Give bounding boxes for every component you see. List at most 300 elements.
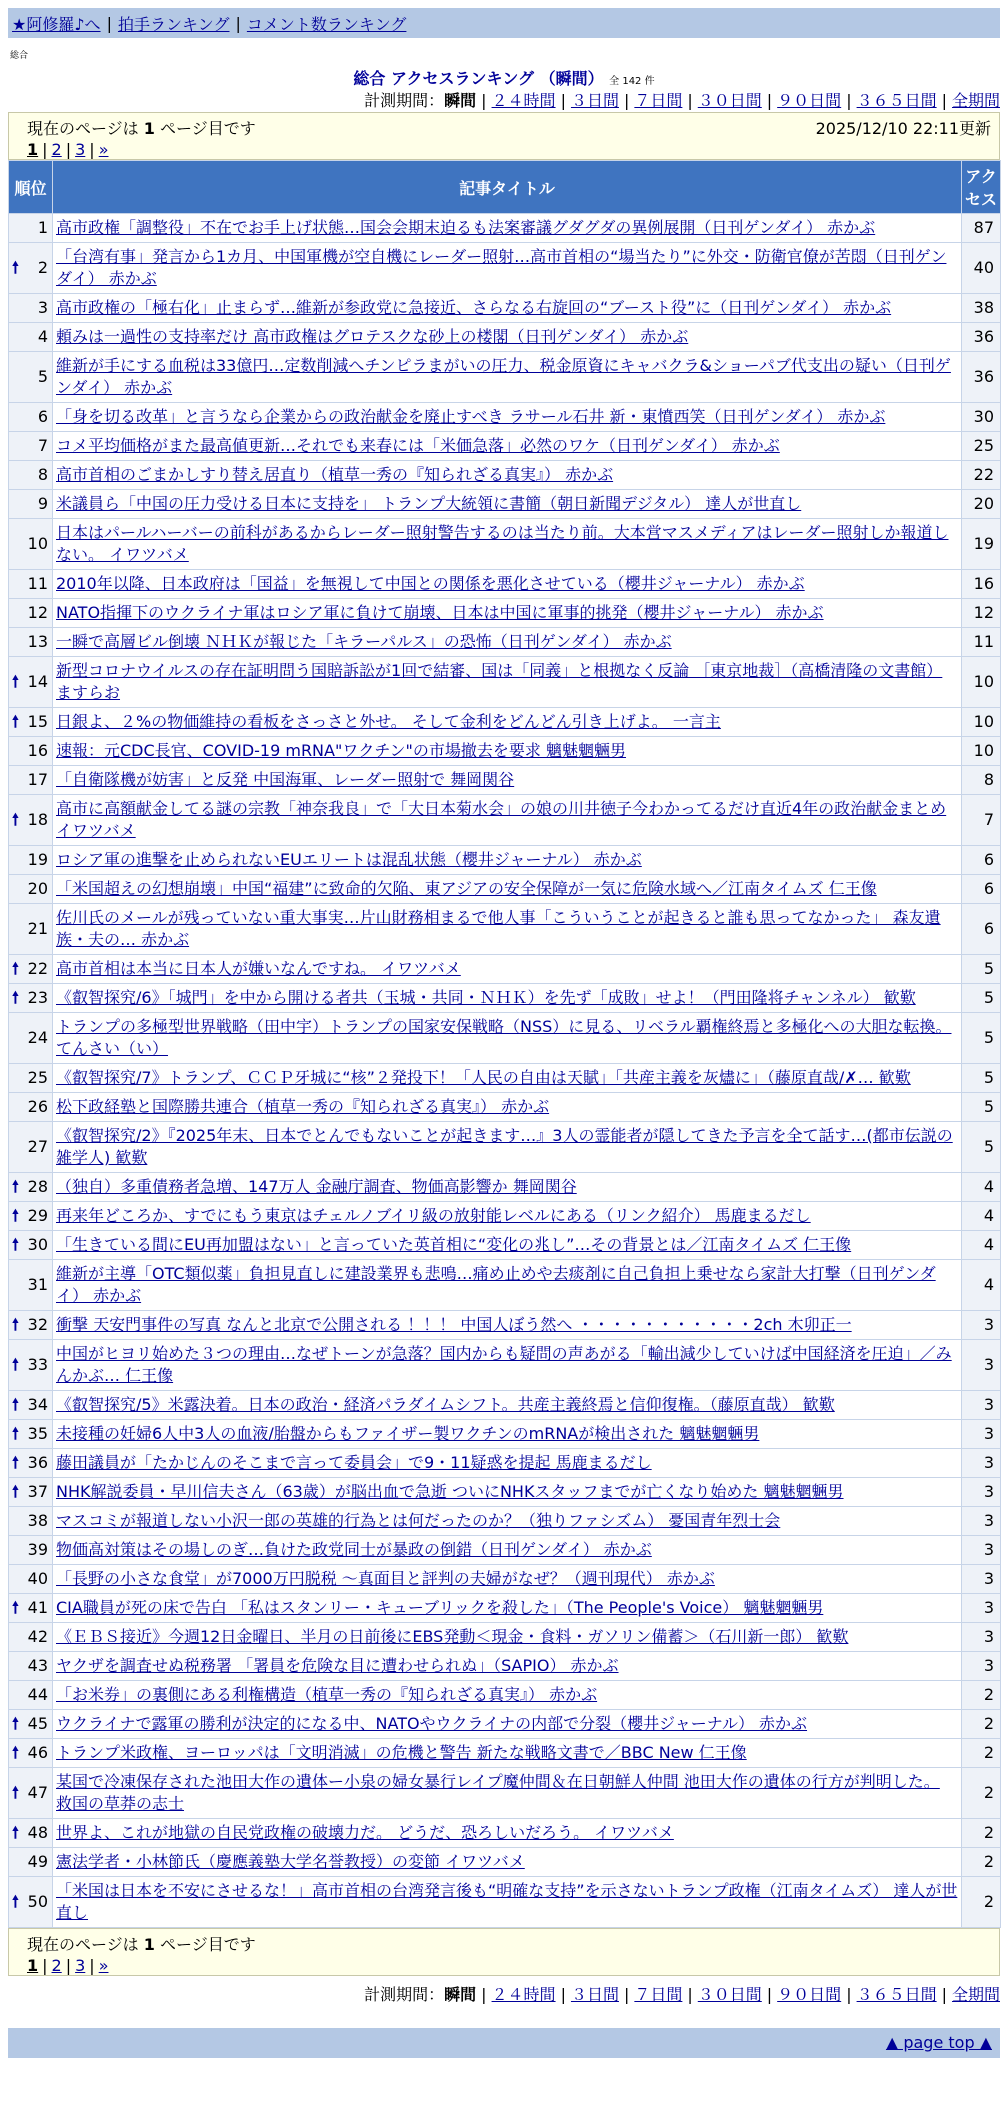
- rank-number: 44: [27, 1685, 48, 1704]
- table-row: [9, 1623, 1001, 1652]
- page-top-link[interactable]: ▲ page top ▲: [885, 2033, 992, 2052]
- article-title-link[interactable]: 佐川氏のメールが残っていない重大事実…片山財務相まるで他人事「こういうことが起きると誰も思ってなかった」 森友遺族・夫の… 赤かぶ: [56, 908, 941, 949]
- rank-cell: [9, 599, 53, 628]
- access-count: 10: [962, 708, 1001, 737]
- rank-up-arrow-icon: 🠕: [12, 988, 19, 1007]
- rank-number: 45: [27, 1714, 48, 1733]
- title-cell: [53, 599, 962, 628]
- pager-separator: |: [89, 1955, 95, 1975]
- table-row: [9, 1231, 1001, 1260]
- pager-current-page: 1: [27, 1955, 39, 1975]
- title-cell: [53, 1848, 962, 1877]
- article-title-link[interactable]: 一瞬で高層ビル倒壊 ＮＨＫが報じた「キラーパルス」の恐怖（日刊ゲンダイ） 赤かぶ: [56, 632, 672, 651]
- title-cell: [53, 1478, 962, 1507]
- access-count: 2: [962, 1877, 1001, 1928]
- access-count: 3: [962, 1594, 1001, 1623]
- period-separator: |: [766, 91, 773, 110]
- rank-cell: [9, 1594, 53, 1623]
- title-cell: [53, 1594, 962, 1623]
- article-title-link[interactable]: 未接種の妊婦6人中3人の血液/胎盤からもファイザー製ワクチンのmRNAが検出された 魑魅魍魎男: [56, 1424, 760, 1443]
- table-row: [9, 432, 1001, 461]
- rank-up-arrow-icon: 🠕: [12, 1714, 19, 1733]
- rank-number: 15: [27, 712, 48, 731]
- period-option-link[interactable]: ３０日間: [697, 91, 762, 110]
- rank-cell: [9, 1202, 53, 1231]
- rank-cell: [9, 1848, 53, 1877]
- period-separator: |: [766, 1985, 773, 2004]
- title-cell: [53, 323, 962, 352]
- table-row: [9, 1681, 1001, 1710]
- period-option-link[interactable]: ３６５日間: [856, 1985, 937, 2004]
- title-cell: [53, 657, 962, 708]
- table-row: [9, 1420, 1001, 1449]
- period-separator: |: [846, 91, 852, 110]
- rank-cell: [9, 984, 53, 1013]
- pager-next-link[interactable]: »: [98, 1955, 109, 1975]
- title-cell: [53, 1391, 962, 1420]
- title-cell: [53, 1064, 962, 1093]
- period-current: 瞬間: [444, 1985, 477, 2004]
- title-cell: [53, 1565, 962, 1594]
- article-title-link[interactable]: 高市政権「調整役」不在でお手上げ状態…国会会期末迫るも法案審議グダグダの異例展開（日刊ゲンダイ） 赤かぶ: [56, 218, 876, 237]
- article-title-link[interactable]: 米議員ら「中国の圧力受ける日本に支持を」 トランプ大統領に書簡（朝日新聞デジタル） 達人が世直し: [56, 494, 802, 513]
- article-title-link[interactable]: CIA職員が死の床で告白 「私はスタンリー・キューブリックを殺した」（The People's Voice） 魑魅魍魎男: [56, 1598, 824, 1617]
- table-row: [9, 1594, 1001, 1623]
- rank-number: 47: [27, 1783, 48, 1802]
- access-count: 3: [962, 1623, 1001, 1652]
- rank-number: 12: [27, 603, 48, 622]
- rank-number: 32: [27, 1315, 48, 1334]
- article-title-link[interactable]: トランプの多極型世界戦略（田中宇）トランプの国家安保戦略（NSS）に見る、リベラル覇権終焉と多極化への大胆な転換。 てんさい（い）: [56, 1017, 952, 1058]
- article-title-link[interactable]: トランプ米政権、ヨーロッパは「文明消滅」の危機と警告 新たな戦略文書で／BBC New 仁王像: [56, 1743, 747, 1762]
- article-title-link[interactable]: 高市首相のごまかしすり替え居直り（植草一秀の『知られざる真実』） 赤かぶ: [56, 465, 614, 484]
- rank-up-arrow-icon: 🠕: [12, 1482, 19, 1501]
- rank-cell: [9, 766, 53, 795]
- table-row: [9, 1202, 1001, 1231]
- period-separator: |: [623, 1985, 630, 2004]
- title-cell: [53, 403, 962, 432]
- article-title-link[interactable]: 松下政経塾と国際勝共連合（植草一秀の『知られざる真実』） 赤かぶ: [56, 1097, 550, 1116]
- access-count: 36: [962, 352, 1001, 403]
- access-count: 4: [962, 1173, 1001, 1202]
- rank-number: 43: [27, 1656, 48, 1675]
- title-cell: [53, 1877, 962, 1928]
- rank-cell: [9, 403, 53, 432]
- title-cell: [53, 1013, 962, 1064]
- rank-up-arrow-icon: 🠕: [12, 1395, 19, 1414]
- rank-number: 17: [27, 770, 48, 789]
- access-count: 87: [962, 214, 1001, 243]
- title-cell: [53, 461, 962, 490]
- title-cell: [53, 1710, 962, 1739]
- rank-cell: [9, 1623, 53, 1652]
- rank-number: 21: [27, 919, 48, 938]
- table-row: [9, 323, 1001, 352]
- period-option-link[interactable]: ７日間: [634, 1985, 683, 2004]
- pager: [27, 1954, 991, 1976]
- rank-cell: [9, 519, 53, 570]
- rank-number: 3: [37, 298, 48, 317]
- period-option-link[interactable]: ２４時間: [491, 91, 556, 110]
- title-cell: [53, 1093, 962, 1122]
- access-count: 4: [962, 1231, 1001, 1260]
- table-row: [9, 984, 1001, 1013]
- table-row: [9, 352, 1001, 403]
- title-cell: [53, 1202, 962, 1231]
- period-option-link[interactable]: ９０日間: [777, 91, 842, 110]
- table-row: [9, 1122, 1001, 1173]
- article-title-link[interactable]: 物価高対策はその場しのぎ…負けた政党同士が暴政の倒錯（日刊ゲンダイ） 赤かぶ: [56, 1540, 652, 1559]
- article-title-link[interactable]: 高市政権の「極右化」止まらず…維新が参政党に急接近、さらなる右旋回の“ブースト役”に（日刊ゲンダイ） 赤かぶ: [56, 298, 892, 317]
- table-row: [9, 846, 1001, 875]
- access-count: 3: [962, 1478, 1001, 1507]
- period-separator: |: [941, 91, 947, 110]
- rank-cell: [9, 1013, 53, 1064]
- rank-number: 50: [27, 1892, 48, 1911]
- pager-next-link[interactable]: »: [98, 139, 109, 159]
- rank-number: 18: [27, 810, 48, 829]
- rank-number: 29: [27, 1206, 48, 1225]
- rank-cell: [9, 214, 53, 243]
- title-cell: [53, 737, 962, 766]
- pager: [27, 138, 991, 160]
- table-row: [9, 1710, 1001, 1739]
- title-cell: [53, 766, 962, 795]
- rank-cell: [9, 1260, 53, 1311]
- rank-number: 7: [37, 436, 48, 455]
- rank-cell: [9, 1231, 53, 1260]
- article-title-link[interactable]: マスコミが報道しない小沢一郎の英雄的行為とは何だったのか？（独りファシズム） 憂国青年烈士会: [56, 1511, 781, 1530]
- rank-up-arrow-icon: 🠕: [12, 1453, 19, 1472]
- article-title-link[interactable]: 《叡智探究/5》米露決着。日本の政治・経済パラダイムシフト。共産主義終焉と信仰復権。（藤原直哉） 歓歎: [56, 1395, 835, 1414]
- rank-up-arrow-icon: 🠕: [12, 1355, 19, 1374]
- rank-cell: [9, 904, 53, 955]
- access-count: 22: [962, 461, 1001, 490]
- rank-cell: [9, 570, 53, 599]
- rank-number: 9: [37, 494, 48, 513]
- pager-current-page: 1: [27, 139, 39, 159]
- rank-cell: [9, 657, 53, 708]
- period-separator: |: [846, 1985, 852, 2004]
- rank-cell: [9, 1536, 53, 1565]
- table-row: [9, 955, 1001, 984]
- table-row: [9, 1877, 1001, 1928]
- table-row: [9, 1013, 1001, 1064]
- rank-up-arrow-icon: 🠕: [12, 1315, 19, 1334]
- title-cell: [53, 795, 962, 846]
- access-count: 3: [962, 1449, 1001, 1478]
- home-link[interactable]: ★阿修羅♪へ: [12, 14, 101, 34]
- rank-number: 42: [27, 1627, 48, 1646]
- rank-up-arrow-icon: 🠕: [12, 1424, 19, 1443]
- period-option-link[interactable]: ９０日間: [777, 1985, 842, 2004]
- rank-cell: [9, 1311, 53, 1340]
- table-row: [9, 214, 1001, 243]
- article-title-link[interactable]: 「米国は日本を不安にさせるな！」高市首相の台湾発言後も“明確な支持”を示さないトランプ政権（江南タイムズ） 達人が世直し: [56, 1881, 958, 1922]
- period-selector: [0, 88, 1000, 110]
- title-cell: [53, 243, 962, 294]
- rank-number: 27: [27, 1137, 48, 1156]
- article-title-link[interactable]: 《叡智探究/6》「城門」を中から開ける者共（玉城・共同・ＮＨＫ）を先ず「成敗」せよ！（門田隆将チャンネル） 歓歎: [56, 988, 916, 1007]
- article-title-link[interactable]: 「お米券」の裏側にある利権構造（植草一秀の『知られざる真実』） 赤かぶ: [56, 1685, 598, 1704]
- rank-cell: [9, 708, 53, 737]
- period-separator: |: [941, 1985, 947, 2004]
- pager-page-link[interactable]: 3: [75, 1955, 86, 1975]
- rank-cell: [9, 1739, 53, 1768]
- access-count: 5: [962, 984, 1001, 1013]
- rank-number: 4: [37, 327, 48, 346]
- article-title-link[interactable]: 維新が主導「OTC類似薬」負担見直しに建設業界も悲鳴…痛め止めや去痰剤に自己負担上乗せなら家計大打撃（日刊ゲンダイ） 赤かぶ: [56, 1264, 936, 1305]
- access-count: 5: [962, 1093, 1001, 1122]
- rank-cell: [9, 323, 53, 352]
- title-cell: [53, 352, 962, 403]
- article-title-link[interactable]: 「長野の小さな食堂」が7000万円脱税 ～真面目と評判の夫婦がなぜ？（週刊現代） 赤かぶ: [56, 1569, 715, 1588]
- rank-number: 19: [27, 850, 48, 869]
- category-label: 総合: [10, 51, 29, 61]
- period-separator: |: [687, 91, 693, 110]
- article-title-link[interactable]: NHK解説委員・早川信夫さん（63歳）が脳出血で急逝 ついにNHKスタッフまでが亡くなり始めた 魑魅魍魎男: [56, 1482, 844, 1501]
- rank-number: 8: [37, 465, 48, 484]
- title-cell: [53, 846, 962, 875]
- period-option-link[interactable]: ３６５日間: [856, 91, 937, 110]
- rank-cell: [9, 1565, 53, 1594]
- article-title-link[interactable]: 「自衛隊機が妨害」と反発 中国海軍、レーダー照射で 舞岡関谷: [56, 770, 515, 789]
- table-row: [9, 1819, 1001, 1848]
- title-cell: [53, 214, 962, 243]
- access-count: 3: [962, 1536, 1001, 1565]
- bottom-bar: [8, 2028, 1000, 2058]
- table-row: [9, 1739, 1001, 1768]
- rank-cell: [9, 1420, 53, 1449]
- rank-cell: [9, 1391, 53, 1420]
- access-count: 40: [962, 243, 1001, 294]
- article-title-link[interactable]: ヤクザを調査せぬ税務署 「署員を危険な目に遭わせられぬ」（SAPIO） 赤かぶ: [56, 1656, 619, 1675]
- article-title-link[interactable]: 高市に高額献金してる謎の宗教「神奈我良」で「大日本菊水会」の娘の川井徳子今わかってるだけ直近4年の政治献金まとめ イワツバメ: [56, 799, 947, 840]
- article-title-link[interactable]: ロシア軍の進撃を止められないEUエリートは混乱状態（櫻井ジャーナル） 赤かぶ: [56, 850, 642, 869]
- rank-cell: [9, 1340, 53, 1391]
- rank-cell: [9, 795, 53, 846]
- table-row: [9, 1768, 1001, 1819]
- rank-cell: [9, 1710, 53, 1739]
- table-row: [9, 490, 1001, 519]
- article-title-link[interactable]: 維新が手にする血税は33億円…定数削減へチンピラまがいの圧力、税金原資にキャバクラ&ショーパブ代支出の疑い（日刊ゲンダイ） 赤かぶ: [56, 356, 951, 397]
- article-title-link[interactable]: 「身を切る改革」と言うなら企業からの政治献金を廃止すべき ラサール石井 新・東憤西笑（日刊ゲンダイ） 赤かぶ: [56, 407, 886, 426]
- rank-number: 26: [27, 1097, 48, 1116]
- rank-cell: [9, 352, 53, 403]
- table-row: [9, 243, 1001, 294]
- nav-separator: |: [106, 13, 112, 33]
- access-count: 19: [962, 519, 1001, 570]
- article-title-link[interactable]: 新型コロナウイルスの存在証明問う国賠訴訟が1回で結審、国は「同義」と根拠なく反論 ［東京地裁］（高橋清隆の文書館） ますらお: [56, 661, 943, 702]
- article-title-link[interactable]: 頼みは一過性の支持率だけ 高市政権はグロテスクな砂上の楼閣（日刊ゲンダイ） 赤かぶ: [56, 327, 689, 346]
- period-label: 計測期間：: [364, 91, 445, 110]
- title-cell: [53, 1173, 962, 1202]
- article-title-link[interactable]: 「台湾有事」発言から1カ月、中国軍機が空自機にレーダー照射…高市首相の“場当たり”に外交・防衛官僚が苦悶（日刊ゲンダイ） 赤かぶ: [56, 247, 947, 288]
- article-title-link[interactable]: 藤田議員が「たかじんのそこまで言って委員会」で9・11疑惑を提起 馬鹿まるだし: [56, 1453, 652, 1472]
- article-title-link[interactable]: 2010年以降、日本政府は「国益」を無視して中国との関係を悪化させている（櫻井ジャーナル） 赤かぶ: [56, 574, 805, 593]
- access-count: 6: [962, 904, 1001, 955]
- comment-ranking-link[interactable]: コメント数ランキング: [246, 14, 407, 34]
- period-option-link[interactable]: ７日間: [634, 91, 683, 110]
- table-row: [9, 1391, 1001, 1420]
- access-count: 6: [962, 846, 1001, 875]
- pager-page-link[interactable]: 2: [51, 139, 62, 159]
- rank-up-arrow-icon: 🠕: [12, 1206, 19, 1225]
- title-cell: [53, 1768, 962, 1819]
- rank-up-arrow-icon: 🠕: [12, 959, 19, 978]
- rank-up-arrow-icon: 🠕: [12, 672, 19, 691]
- access-count: 2: [962, 1739, 1001, 1768]
- pager-separator: |: [65, 1955, 72, 1975]
- rank-number: 2: [37, 258, 48, 277]
- total-count: 全 142 件: [609, 76, 655, 87]
- access-count: 30: [962, 403, 1001, 432]
- title-cell: [53, 490, 962, 519]
- rank-number: 34: [27, 1395, 48, 1414]
- access-count: 16: [962, 570, 1001, 599]
- period-option-link[interactable]: ２４時間: [491, 1985, 556, 2004]
- access-count: 38: [962, 294, 1001, 323]
- access-count: 2: [962, 1681, 1001, 1710]
- article-title-link[interactable]: 日銀よ、２%の物価維持の看板をさっさと外せ。 そして金利をどんどん引き上げよ。 一言主: [56, 712, 721, 731]
- rank-number: 49: [27, 1852, 48, 1871]
- article-title-link[interactable]: 「米国超えの幻想崩壊」中国“福建”に致命的欠陥、東アジアの安全保障が一気に危険水域へ／江南タイムズ 仁王像: [56, 879, 877, 898]
- rank-cell: [9, 1507, 53, 1536]
- table-row: [9, 1507, 1001, 1536]
- access-count: 2: [962, 1710, 1001, 1739]
- access-count: 3: [962, 1340, 1001, 1391]
- access-count: 12: [962, 599, 1001, 628]
- rank-number: 6: [37, 407, 48, 426]
- table-row: [9, 875, 1001, 904]
- rank-cell: [9, 1877, 53, 1928]
- period-option-link[interactable]: ３日間: [570, 91, 619, 110]
- article-title-link[interactable]: 中国がヒヨリ始めた３つの理由…なぜトーンが急落？国内からも疑問の声あがる「輸出減少していけば中国経済を圧迫」／みんかぶ… 仁王像: [56, 1344, 952, 1385]
- rank-number: 5: [37, 367, 48, 386]
- article-title-link[interactable]: 「生きている間にEU再加盟はない」と言っていた英首相に“変化の兆し”…その背景とは／江南タイムズ 仁王像: [56, 1235, 852, 1254]
- title-cell: [53, 1420, 962, 1449]
- table-row: [9, 1652, 1001, 1681]
- period-separator: |: [560, 91, 566, 110]
- rank-cell: [9, 1122, 53, 1173]
- article-title-link[interactable]: 再来年どころか、すでにもう東京はチェルノブイリ級の放射能レベルにある（リンク紹介） 馬鹿まるだし: [56, 1206, 811, 1225]
- title-cell: [53, 955, 962, 984]
- article-title-link[interactable]: （独自）多重債務者急増、147万人 金融庁調査、物価高影響か 舞岡関谷: [56, 1177, 577, 1196]
- pager-separator: |: [42, 1955, 48, 1975]
- table-row: [9, 657, 1001, 708]
- rank-number: 40: [27, 1569, 48, 1588]
- article-title-link[interactable]: 衝撃 天安門事件の写真 なんと北京で公開される ！！！ 中国人ぼう然へ ・・・・・・・・・・・2ch 木卯正一: [56, 1315, 852, 1334]
- table-row: [9, 1478, 1001, 1507]
- rank-number: 38: [27, 1511, 48, 1530]
- access-count: 3: [962, 1311, 1001, 1340]
- access-count: 5: [962, 955, 1001, 984]
- title-cell: [53, 1231, 962, 1260]
- access-count: 20: [962, 490, 1001, 519]
- article-title-link[interactable]: 高市首相は本当に日本人が嫌いなんですね。 イワツバメ: [56, 959, 461, 978]
- access-count: 25: [962, 432, 1001, 461]
- article-title-link[interactable]: 《叡智探究/7》トランプ、ＣＣＰ牙城に“核”２発投下！「人民の自由は天賦」「共産主義を灰燼に」（藤原直哉/✗… 歓歎: [56, 1068, 911, 1087]
- title-cell: [53, 1507, 962, 1536]
- table-row: [9, 795, 1001, 846]
- access-count: 4: [962, 1260, 1001, 1311]
- article-title-link[interactable]: 速報：元CDC長官、COVID-19 mRNA"ワクチン"の市場撤去を要求 魑魅魍魎男: [56, 741, 626, 760]
- rank-cell: [9, 1478, 53, 1507]
- rank-number: 13: [27, 632, 48, 651]
- access-count: 2: [962, 1768, 1001, 1819]
- rank-up-arrow-icon: 🠕: [12, 258, 19, 277]
- access-count: 2: [962, 1819, 1001, 1848]
- table-row: [9, 1565, 1001, 1594]
- table-row: [9, 403, 1001, 432]
- rank-cell: [9, 1652, 53, 1681]
- title-cell: [53, 904, 962, 955]
- rank-cell: [9, 955, 53, 984]
- rank-number: 24: [27, 1028, 48, 1047]
- current-page-text: 現在のページは 1 ページ目です: [27, 118, 256, 138]
- rank-cell: [9, 432, 53, 461]
- pager-separator: |: [65, 139, 72, 159]
- access-count: 6: [962, 875, 1001, 904]
- article-title-link[interactable]: コメ平均価格がまた最高値更新…それでも来春には「米価急落」必然のワケ（日刊ゲンダイ） 赤かぶ: [56, 436, 780, 455]
- rank-cell: [9, 1093, 53, 1122]
- access-count: 5: [962, 1013, 1001, 1064]
- current-page-text: 現在のページは 1 ページ目です: [27, 1934, 256, 1954]
- title-header: 記事タイトル: [53, 161, 962, 214]
- article-title-link[interactable]: ウクライナで露軍の勝利が決定的になる中、NATOやウクライナの内部で分裂（櫻井ジャーナル） 赤かぶ: [56, 1714, 808, 1733]
- rank-up-arrow-icon: 🠕: [12, 810, 19, 829]
- article-title-link[interactable]: 某国で冷凍保存された池田大作の遺体ー小泉の婦女暴行レイプ魔仲間＆在日朝鮮人仲間 池田大作の遺体の行方が判明した。 救国の草莽の志士: [56, 1772, 940, 1813]
- title-cell: [53, 519, 962, 570]
- period-option-link[interactable]: 全期間: [951, 1985, 1000, 2004]
- period-current: 瞬間: [444, 91, 477, 110]
- rank-number: 39: [27, 1540, 48, 1559]
- title-cell: [53, 1681, 962, 1710]
- article-title-link[interactable]: 憲法学者・小林節氏（慶應義塾大学名誉教授）の変節 イワツバメ: [56, 1852, 525, 1871]
- article-title-link[interactable]: 《ＥＢＳ接近》今週12日金曜日、半月の日前後にEBS発動＜現金・食料・ガソリン備蓄＞（石川新一郎） 歓歎: [56, 1627, 849, 1646]
- rank-cell: [9, 875, 53, 904]
- title-cell: [53, 1340, 962, 1391]
- pager-separator: |: [89, 139, 95, 159]
- access-header: アクセス: [962, 161, 1001, 214]
- pager-page-link[interactable]: 2: [51, 1955, 62, 1975]
- rank-number: 14: [27, 672, 48, 691]
- article-title-link[interactable]: 日本はパールハーバーの前科があるからレーダー照射警告するのは当たり前。大本営マスメディアはレーダー照射しか報道しない。 イワツバメ: [56, 523, 949, 564]
- pager-page-link[interactable]: 3: [75, 139, 86, 159]
- period-option-link[interactable]: ３０日間: [697, 1985, 762, 2004]
- access-count: 3: [962, 1652, 1001, 1681]
- article-title-link[interactable]: 《叡智探究/2》『2025年末、日本でとんでもないことが起きます…』3人の霊能者が隠してきた予言を全て話す…(都市伝説の雑学人) 歓歎: [56, 1126, 953, 1167]
- nav-separator: |: [235, 13, 241, 33]
- updated-timestamp: 2025/12/10 22:11更新: [815, 118, 991, 138]
- rank-cell: [9, 1819, 53, 1848]
- applause-ranking-link[interactable]: 拍手ランキング: [117, 14, 230, 34]
- page-title: 総合 アクセスランキング （瞬間）: [353, 69, 604, 88]
- access-count: 5: [962, 1122, 1001, 1173]
- article-title-link[interactable]: 世界よ、これが地獄の自民党政権の破壊力だ。 どうだ、恐ろしいだろう。 イワツバメ: [56, 1823, 674, 1842]
- period-option-link[interactable]: ３日間: [570, 1985, 619, 2004]
- rank-up-arrow-icon: 🠕: [12, 1892, 19, 1911]
- table-row: [9, 1260, 1001, 1311]
- rank-number: 10: [27, 534, 48, 553]
- rank-up-arrow-icon: 🠕: [12, 712, 19, 731]
- rank-cell: [9, 243, 53, 294]
- rank-up-arrow-icon: 🠕: [12, 1823, 19, 1842]
- period-option-link[interactable]: 全期間: [951, 91, 1000, 110]
- table-row: [9, 1311, 1001, 1340]
- table-row: [9, 570, 1001, 599]
- article-title-link[interactable]: NATO指揮下のウクライナ軍はロシア軍に負けて崩壊、日本は中国に軍事的挑発（櫻井ジャーナル） 赤かぶ: [56, 603, 824, 622]
